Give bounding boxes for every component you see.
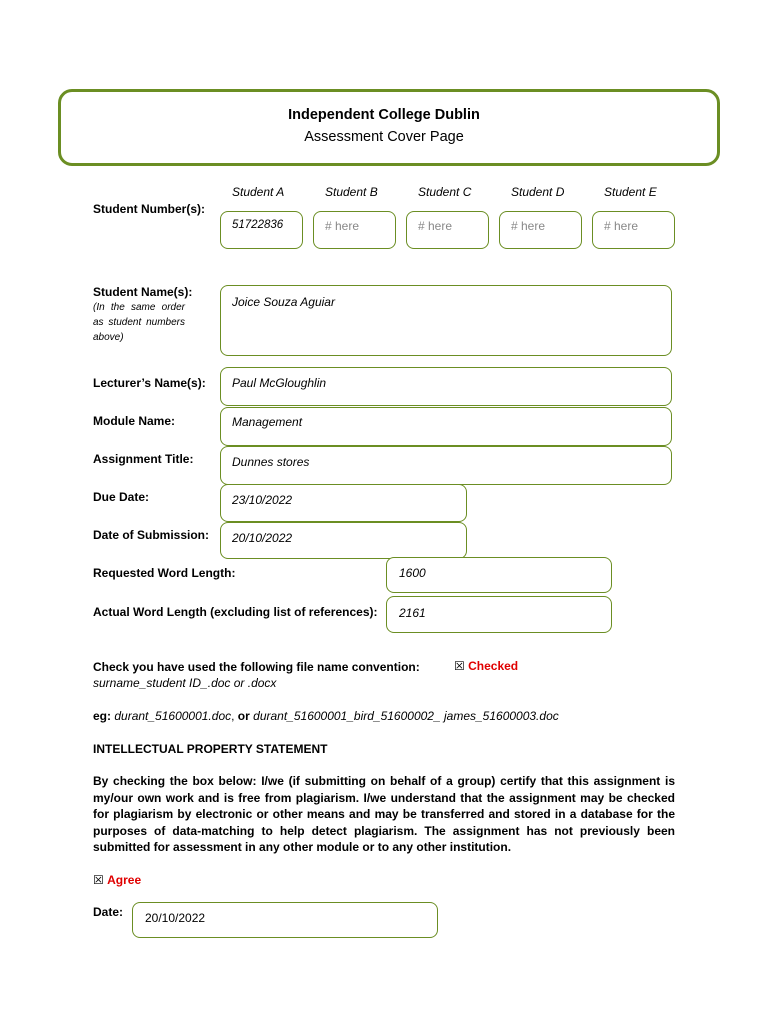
due-date-label: Due Date: [93, 490, 150, 504]
date-label: Date: [93, 905, 124, 919]
agree-box-icon: ☒ [93, 873, 104, 887]
student-b-header: Student B [325, 185, 378, 199]
due-date-value: 23/10/2022 [232, 493, 293, 507]
agree-label: Agree [107, 873, 142, 887]
lecturer-value: Paul McGloughlin [232, 376, 327, 390]
example-2: durant_51600001_bird_51600002_ james_51600003.doc [253, 709, 559, 723]
checked-box-icon: ☒ [454, 659, 465, 673]
student-e-header: Student E [604, 185, 657, 199]
checked-label: Checked [468, 659, 519, 673]
student-number-label: Student Number(s): [93, 202, 205, 216]
date-value: 20/10/2022 [145, 911, 206, 925]
student-d-number-placeholder: # here [511, 219, 546, 233]
submission-date-label: Date of Submission: [93, 528, 210, 542]
college-title: Independent College Dublin [288, 107, 480, 123]
module-value: Management [232, 415, 303, 429]
student-name-value: Joice Souza Aguiar [232, 295, 335, 309]
example-1: durant_51600001.doc [114, 709, 232, 723]
file-convention-label: Check you have used the following file name convention: [93, 660, 420, 674]
header-box [58, 89, 720, 166]
example-line: eg: durant_51600001.doc, or durant_51600001_bird_51600002_ james_51600003.doc [93, 709, 559, 723]
student-a-header: Student A [232, 185, 285, 199]
example-or: or [237, 709, 250, 723]
assignment-title-value: Dunnes stores [232, 455, 310, 469]
student-b-number-placeholder: # here [325, 219, 360, 233]
ip-heading: INTELLECTUAL PROPERTY STATEMENT [93, 742, 328, 756]
requested-word-length-label: Requested Word Length: [93, 566, 236, 580]
module-label: Module Name: [93, 414, 176, 428]
file-convention-checkbox[interactable] [454, 659, 518, 673]
student-c-header: Student C [418, 185, 472, 199]
student-d-header: Student D [511, 185, 565, 199]
assignment-title-label: Assignment Title: [93, 452, 194, 466]
ip-statement-text: By checking the box below: I/we (if submitting on behalf of a group) certify that this assignment is my/our own work and is free from plagiarism. I/we understand that the assignment may be checked for plagiarism by electronic or other means and may be transferred and stored in a database for the purposes of data-matching to help detect plagiarism. The assignment has not previously been submitted for assessment in any other module or to any other institution. [93, 774, 675, 854]
student-c-number-placeholder: # here [418, 219, 453, 233]
agree-checkbox[interactable] [93, 873, 141, 887]
student-a-number-value: 51722836 [232, 219, 284, 231]
page-subtitle: Assessment Cover Page [304, 129, 464, 145]
actual-word-length-label: Actual Word Length (excluding list of references): [93, 605, 378, 619]
student-e-number-placeholder: # here [604, 219, 639, 233]
example-label: eg: [93, 709, 111, 723]
requested-word-length-value: 1600 [399, 566, 426, 580]
file-convention-format: surname_student ID_.doc or .docx [93, 676, 277, 690]
actual-word-length-value: 2161 [399, 606, 426, 620]
submission-date-value: 20/10/2022 [232, 531, 293, 545]
student-name-note: (In the same order as student numbers above) [93, 302, 185, 343]
student-name-label: Student Name(s): [93, 285, 193, 299]
lecturer-label: Lecturer’s Name(s): [93, 376, 206, 390]
